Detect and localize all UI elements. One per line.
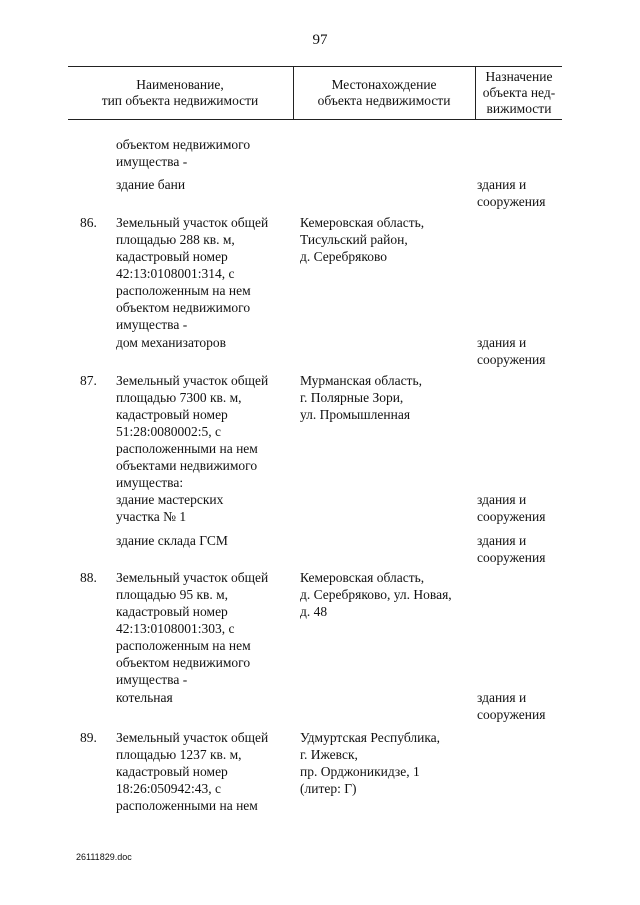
- document-id: 26111829.doc: [76, 852, 132, 862]
- header-purpose: Назначение объекта нед- вижимости: [482, 69, 556, 116]
- row-location: Кемеровская область, д. Серебряково, ул. Новая, д. 48: [300, 570, 452, 619]
- row-location: Удмуртская Республика, г. Ижевск, пр. Орджоникидзе, 1 (литер: Г): [300, 730, 441, 796]
- header-name: Наименование, тип объекта недвижимости: [101, 77, 259, 108]
- table-header: [68, 66, 562, 120]
- row-name: Земельный участок общей площадью 95 кв. м, кадастровый номер 42:13:0108001:303, с расположенным на нем объектом недвижимого имущества -: [116, 570, 269, 687]
- row-name: объектом недвижимого имущества -: [116, 137, 251, 169]
- row-number: 89.: [80, 730, 97, 745]
- row-location: Кемеровская область, Тисульский район, д. Серебряково: [300, 215, 425, 264]
- page-number: 97: [312, 32, 328, 48]
- row-name: Земельный участок общей площадью 7300 кв. м, кадастровый номер 51:28:0080002:5, с расположенными на нем объектами недвижимого имущества:: [116, 373, 269, 490]
- row-purpose: здания и сооружения: [477, 690, 546, 722]
- row-name: Земельный участок общей площадью 288 кв. м, кадастровый номер 42:13:0108001:314, с расположенным на нем объектом недвижимого имущества -: [116, 215, 269, 332]
- row-name: здание склада ГСМ: [116, 533, 228, 548]
- row-purpose: здания и сооружения: [477, 492, 546, 524]
- property-table: [68, 66, 562, 813]
- row-name: дом механизаторов: [116, 335, 226, 350]
- row-number: 87.: [80, 373, 97, 388]
- row-name: котельная: [116, 690, 173, 705]
- row-purpose: здания и сооружения: [477, 335, 546, 367]
- row-location: Мурманская область, г. Полярные Зори, ул. Промышленная: [300, 373, 422, 422]
- row-name: здание бани: [116, 177, 186, 192]
- header-location: Местонахождение объекта недвижимости: [317, 77, 451, 108]
- row-number: 86.: [80, 215, 97, 230]
- row-number: 88.: [80, 570, 97, 585]
- row-name: Земельный участок общей площадью 1237 кв. м, кадастровый номер 18:26:050942:43, с расположенными на нем: [116, 730, 269, 813]
- row-name: здание мастерских участка № 1: [116, 492, 224, 524]
- row-purpose: здания и сооружения: [477, 533, 546, 565]
- row-purpose: здания и сооружения: [477, 177, 546, 209]
